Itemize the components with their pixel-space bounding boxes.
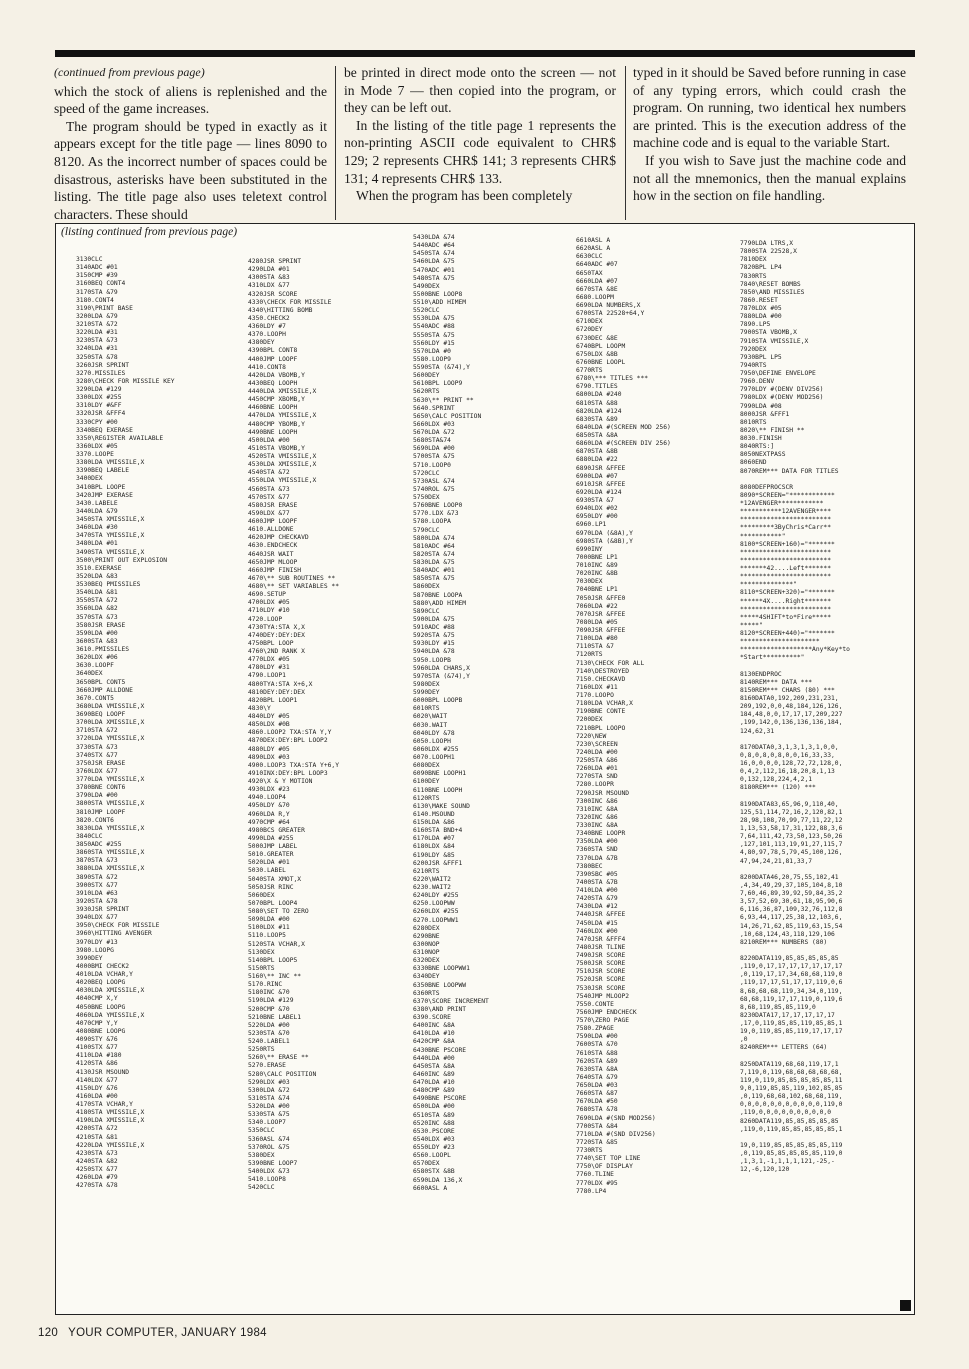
intro-paragraph: The program should be typed in exactly as it appears except for the title page — lines 8090 to 8120. As the incorrect number of spaces could be disastrous, asterisks have been substituted in the listing. The title page also uses teletext control characters. These should	[54, 118, 327, 222]
listing-column-4: 6610ASL A 6620ASL A 6630CLC 6640ADC #07 6650TAX 6660LDA #07 6670STA &8E 6680.LOOPM 6690LDA NUMBERS,X 6700STA 22528+64,Y 6710DEX 6720DEY 6730DEC &8E 6740BPL LOOPM 6750LDX &8B 6760BNE LOOPL 6770RTS 6780\*** TITLES *** 6790.TITLES 6800LDA #240 6810STA &88 6820LDA #124 6830STA &89 6840LDA #(SCREEN MOD 256) 6850STA &8A 6860LDA #(SCREEN DIV 256) 6870STA &8B 6880LDA #22 6890JSR &FFEE 6900LDA #07 6910JSR &FFEE 6920LDA #124 6930STA &7 6940LDX #02 6950LDY #00 6960.LP1 6970LDA (&8A),Y 6980STA (&8B),Y 6990INY 7000BNE LP1 7010INC &89 7020INC &8B 7030DEX 7040BNE LP1 7050JSR &FFE0 7060LDA #22 7070JSR &FFEE 7080LDA #05 7090JSR &FFEE 7100LDA #80 7110STA &7 7120RTS 7130\CHECK FOR ALL 7140\DESTROYED 7150.CHECKAVD 7160LDX #11 7170.LOOPO 7180LDA VCHAR,X 7190BNE CONTE 7200DEX 7210BPL LOOPO 7220\NEW 7230\SCREEN 7240LDA #00 7250STA &86 7260LDA #01 7270STA SND 7280.LOOPR 7290JSR MSOUND 7300INC &86 7310INC &8A 7320INC &86 7330INC &8A 7340BNE LOOPR 7350LDA #00 7360STA SND 7370LDA &7B 7380BEC 7390SBC #05 7400STA &7B 7410LDA #00 7420STA &79 7430LDA #12 7440JSR &FFEE 7450LDA #15 7460LDX #00 7470JSR &FFF4 7480JSR TLINE 7490JSR SCORE 7500JSR SCORE 7510JSR SCORE 7520JSR SCORE 7530JSR SCORE 7540JMP MLOOP2 7550.CONTE 7560JMP ENDCHECK 7570\ZERO PAGE 7580.ZPAGE 7590LDA #00 7600STA &70 7610STA &88 7620STA &89 7630STA &8A 7640STA &79 7650LDA #03 7660STA &87 7670LDA #50 7680STA &78 7690LDA #(SND MOD256) 7700STA &84 7710LDA #(SND DIV256) 7720STA &85 7730RTS 7740\SET TOP LINE 7750\OF DISPLAY 7760.TLINE 7770LDX #95 7780.LP4	[576, 237, 671, 1195]
column-divider	[335, 66, 336, 220]
intro-paragraph: If you wish to Save just the machine code and not all the mnemonics, then the manual explains how in the section on file handling.	[633, 152, 906, 204]
page-number: 120	[38, 1327, 59, 1339]
publication-name: YOUR COMPUTER, JANUARY 1984	[68, 1327, 267, 1339]
top-rule	[55, 50, 915, 57]
intro-text: which the stock of aliens is replenished and the speed of the game increases.	[54, 83, 327, 117]
continued-note: (continued from previous page)	[54, 65, 205, 79]
listing-column-2: 4280JSR SPRINT 4290LDA #01 4300STA &83 4310LDX &77 4320JSR SCORE 4330\CHECK FOR MISSILE 4340\HITTING BOMB 4350.CHECK2 4360LDY #7 4370.LOOPH 4380DEY 4390BPL CONT8 4400JMP LOOPF 4410.CONT8 4420LDA VBOMB,Y 4430BEQ LOOPH 4440LDA XMISSILE,X 4450CMP XBOMB,Y 4460BNE LOOPH 4470LDA YMISSILE,X 4480CMP YBOMB,Y 4490BNE LOOPH 4500LDA #00 4510STA VBOMB,Y 4520STA VMISSILE,X 4530LDA XMISSILE,X 4540STA &72 4550LDA YMISSILE,X 4560STA &73 4570STX &77 4580JSR ERASE 4590LDX &77 4600JMP LOOPF 4610.ALLDONE 4620JMP CHECKAVD 4630.ENDCHECK 4640JSR WAIT 4650JMP MLOOP 4660JMP FINISH 4670\** SUB ROUTINES ** 4680\** SET VARIABLES ** 4690.SETUP 4700LDX #05 4710LDY #10 4720.LOOP 4730TYA:STA X,X 4740DEY:DEY:DEX 4750BPL LOOP 4760\2ND RANK X 4770LDX #05 4780LDY #31 4790.LOOP1 4800TYA:STA X+6,X 4810DEY:DEY:DEX 4820BPL LOOP1 4830\Y 4840LDY #05 4850LDX #0B 4860.LOOP2 TXA:STA Y,Y 4870DEX:DEY:BPL LOOP2 4880LDY #05 4890LDX #03 4900.LOOP3 TXA:STA Y+6,Y 4910INX:DEY:BPL LOOP3 4920\X & Y MOTION 4930LDX #23 4940.LOOP4 4950LDY &70 4960LDA R,Y 4970CMP #64 4980BCS GREATER 4990LDA #255 5000JMP LABEL 5010.GREATER 5020LDA #01 5030.LABEL 5040STA XMOT,X 5050JSR RINC 5060DEX 5070BPL LOOP4 5080\SET TO ZERO 5090LDA #00 5100LDX #11 5110.LOOP5 5120STA VCHAR,X 5130DEX 5140BPL LOOP5 5150RTS 5160\** INC ** 5170.RINC 5180INC &70 5190LDA #129 5200CMP &70 5210BNE LABEL1 5220LDA #00 5230STA &70 5240.LABEL1 5250RTS 5260\** ERASE ** 5270.ERASE 5280\CALC POSITION 5290LDX #03 5300LDA &72 5310STA &74 5320LDA #00 5330STA &75 5340.LOOP7 5350CLC 5360ASL &74 5370ROL &75 5380DEX 5390BNE LOOP7 5400LDX &73 5410.LOOP8 5420CLC	[248, 258, 339, 1192]
listing-column-1: 3130CLC 3140ADC #01 3150CMP #39 3160BEQ CONT4 3170STA &79 3180.CONT4 3190\PRINT BASE 3200LDA &79 3210STA &72 3220LDA #31 3230STA &73 3240LDA #31 3250STA &78 3260JSR SPRINT 3270.MISSILES 3280\CHECK FOR MISSILE KEY 3290LDA #129 3300LDX #255 3310LDY #&FF 3320JSR &FFF4 3330CPY #00 3340BEQ EXERASE 3350\REGISTER AVAILABLE 3360LDX #05 3370.LOOPE 3380LDA VMISSILE,X 3390BEQ LABELE 3400DEX 3410BPL LOOPE 3420JMP EXERASE 3430.LABELE 3440LDA &79 3450STA XMISSILE,X 3460LDA #30 3470STA YMISSILE,X 3480LDA #01 3490STA VMISSILE,X 3500\PRINT OUT EXPLOSION 3510.EXERASE 3520LDA &83 3530BEQ PMISSILES 3540LDA &81 3550STA &72 3560LDA &82 3570STA &73 3580JSR ERASE 3590LDA #00 3600STA &83 3610.PMISSILES 3620LDX #06 3630.LOOPF 3640DEX 3650BPL CONT5 3660JMP ALLDONE 3670.CONT5 3680LDA VMISSILE,X 3690BEQ LOOPF 3700LDA XMISSILE,X 3710STA &72 3720LDA YMISSILE,X 3730STA &73 3740STX &77 3750JSR ERASE 3760LDX &77 3770LDA YMISSILE,X 3780BNE CONT6 3790LDA #00 3800STA VMISSILE,X 3810JMP LOOPF 3820.CONT6 3830LDA YMISSILE,X 3840CLC 3850ADC #255 3860STA YMISSILE,X 3870STA &73 3880LDA XMISSILE,X 3890STA &72 3900STX &77 3910LDA #63 3920STA &78 3930JSR SPRINT 3940LDX &77 3950\CHECK FOR MISSILE 3960\HITTING AVENGER 3970LDY #13 3980.LOOPG 3990DEY 4000BMI CHECK2 4010LDA VCHAR,Y 4020BEQ LOOPG 4030LDA XMISSILE,X 4040CMP X,Y 4050BNE LOOPG 4060LDA YMISSILE,X 4070CMP Y,Y 4080BNE LOOPG 4090STY &76 4100STX &77 4110LDA #180 4120STA &86 4130JSR MSOUND 4140LDX &77 4150LDY &76 4160LDA #00 4170STA VCHAR,Y 4180STA VMISSILE,X 4190LDA XMISSILE,X 4200STA &72 4210STA &81 4220LDA YMISSILE,X 4230STA &73 4240STA &82 4250STX &77 4260LDA #79 4270STA &78	[76, 256, 175, 1190]
intro-paragraph: be printed in direct mode onto the screen — not in Mode 7 — then copied into the program, or they can be left out.	[344, 65, 616, 116]
intro-column-1	[54, 64, 327, 222]
page-footer	[38, 1327, 267, 1339]
intro-paragraph: When the program has been completely	[356, 188, 573, 204]
listing-title: (listing continued from previous page)	[61, 226, 238, 238]
end-of-listing-mark	[900, 1300, 911, 1311]
listing-column-5: 7790LDA LTRS,X 7800STA 22528,X 7810DEX 7820BPL LP4 7830RTS 7840\RESET BOMBS 7850\AND MISSILES 7860.RESET 7870LDX #05 7880LDA #00 7890.LP5 7900STA VBOMB,X 7910STA VMISSILE,X 7920DEX 7930BPL LP5 7940RTS 7950\DEFINE ENVELOPE 7960.DENV 7970LDY #(DENV DIV256) 7980LDX #(DENV MOD256) 7990LDA #08 8000JSR &FFF1 8010RTS 8020\** FINISH ** 8030.FINISH 8040RTS:] 8050NEXTPASS 8060END 8070REM*** DATA FOR TITLES 8080DEFPROCSCR 8090*SCREEN="************ *12AVENGER************ ***********12AVENGER**** ************************ *********3ByChris*Carr** ***********" 8100*SCREEN+160)="******* ************************ ************************ *******42....Left******* ************************ **************" 8110*SCREEN+320)="******* ******4X....Right******* ************************ *****4SHIFT*to*Fire***** *****" 8120*SCREEN+440)="******* ********************* *******************Any*Key*to *Start**********" 8130ENDPROC 8140REM*** DATA *** 8150REM*** CHARS (80) *** 8160DATA0,192,209,231,231, 209,192,0,0,48,184,126,126, 184,48,0,0,17,17,17,209,227 ,199,142,0,136,136,136,184, 124,62,31 8170DATA0,3,1,3,1,3,1,0,0, 0,8,0,8,0,8,0,0,16,33,33, 16,0,0,0,0,128,72,72,128,0, 0,4,2,112,16,18,20,8,1,13 0,132,128,224,4,2,1 8180REM*** (120) *** 8190DATA83,65,96,9,110,40, 125,51,114,72,16,2,120,82,1 28,98,108,70,99,77,11,22,12 1,13,53,58,17,31,122,88,3,6 7,64,111,42,73,50,123,50,26 ,127,101,113,19,91,27,115,7 4,80,97,78,5,79,45,100,126, 47,94,24,21,81,33,7 8200DATA46,20,75,55,102,41 ,4,34,49,29,37,105,104,8,10 7,60,46,89,39,92,59,84,35,2 3,57,52,69,30,61,18,95,90,6 6,116,36,87,109,32,76,112,8 6,93,44,117,25,38,12,103,6, 14,26,71,62,85,119,63,15,54 ,10,68,124,43,118,129,106 8210REM*** NUMBERS (80) 8220DATA119,85,85,85,85,85 ,119,0,17,17,17,17,17,17,17 ,0,119,17,17,34,68,68,119,0 ,119,17,17,51,17,17,119,0,6 8,68,68,68,119,34,34,0,119, 68,68,119,17,17,119,0,119,6 8,68,119,85,85,119,0 8230DATA17,17,17,17,17,17 ,17,0,119,85,85,119,85,85,1 19,0,119,85,85,119,17,17,17 ,0 8240REM*** LETTERS (64) 8250DATA119,68,68,119,17,1 7,119,0,119,68,68,68,68,68, 119,0,119,85,85,85,85,85,11 9,0,119,85,85,119,102,85,85 ,0,119,68,68,102,68,68,119, 0,0,0,0,0,0,0,0,0,0,0,119,0 ,119,0,0,0,0,0,0,0,0,0,0 8260DATA119,85,85,85,85,85 ,119,0,119,85,85,85,85,85,1 19,0,119,85,85,85,85,85,119 ,0,119,85,85,85,85,85,119,0 ,1,3,1,-1,1,1,1,121,-25,- 12,-6,120,120	[740, 240, 850, 1174]
intro-paragraph: In the listing of the title page 1 represents the non-printing ASCII code equivalent to CHR$ 129; 2 represents CHR$ 141; 3 represents CHR$ 131; 4 represents CHR$ 133.	[344, 117, 616, 186]
listing-column-3: 5430LDA &74 5440ADC #64 5450STA &74 5460LDA &75 5470ADC #01 5480STA &75 5490DEX 5500BNE LOOP8 5510\ADD HIMEM 5520CLC 5530LDA &75 5540ADC #88 5550STA &75 5560LDY #15 5570LDA #0 5580.LOOP9 5590STA (&74),Y 5600DEY 5610BPL LOOP9 5620RTS 5630\** PRINT ** 5640.SPRINT 5650\CALC POSITION 5660LDX #03 5670LDA &72 5680STA&74 5690LDA #00 5700STA &75 5710.LOOP0 5720CLC 5730ASL &74 5740ROL &75 5750DEX 5760BNE LOOP0 5770.LDX &73 5780.LOOPA 5790CLC 5800LDA &74 5810ADC #64 5820STA &74 5830LDA &75 5840ADC #01 5850STA &75 5860DEX 5870BNE LOOPA 5880\ADD HIMEM 5890CLC 5900LDA &75 5910ADC #88 5920STA &75 5930LDY #15 5940LDA &78 5950.LOOPB 5960LDA CHARS,X 5970STA (&74),Y 5980DEX 5990DEY 6000BPL LOOPB 6010RTS 6020\WAIT 6030.WAIT 6040LDY &78 6050.LOOPH 6060LDX #255 6070.LOOPH1 6080DEX 6090BNE LOOPH1 6100DEY 6110BNE LOOPH 6120RTS 6130\MAKE SOUND 6140.MSOUND 6150LDA &86 6160STA BND+4 6170LDA #07 6180LDX &84 6190LDY &85 6200JSR &FFF1 6210RTS 6220\WAIT2 6230.WAIT2 6240LDY #255 6250.LOOPWW 6260LDX #255 6270.LOOPWW1 6280DEX 6290BNE 6300NOP 6310NOP 6320DEX 6330BNE LOOPWW1 6340DEY 6350BNE LOOPWW 6360RTS 6370\SCORE INCREMENT 6380\AND PRINT 6390.SCORE 6400INC &8A 6410LDA #10 6420CMP &8A 6430BNE PSCORE 6440LDA #00 6450STA &8A 6460INC &89 6470LDA #10 6480CMP &89 6490BNE PSCORE 6500LDA #00 6510STA &89 6520INC &88 6530.PSCORE 6540LDX #03 6550LDY #23 6560.LOOPL 6570DEX 6580STX &8B 6590LDA 136,X 6600ASL A	[413, 234, 489, 1192]
intro-paragraph: typed in it should be Saved before running in case of any typing errors, which could crash the program. On running, two identical hex numbers are printed. This is the execution address of the machine code and is equal to the variable Start.	[633, 65, 906, 151]
intro-paragraph	[54, 64, 327, 118]
intro-column-2	[344, 64, 616, 222]
intro-column-3	[633, 64, 906, 222]
program-listing	[55, 223, 915, 1315]
column-divider	[625, 66, 626, 220]
